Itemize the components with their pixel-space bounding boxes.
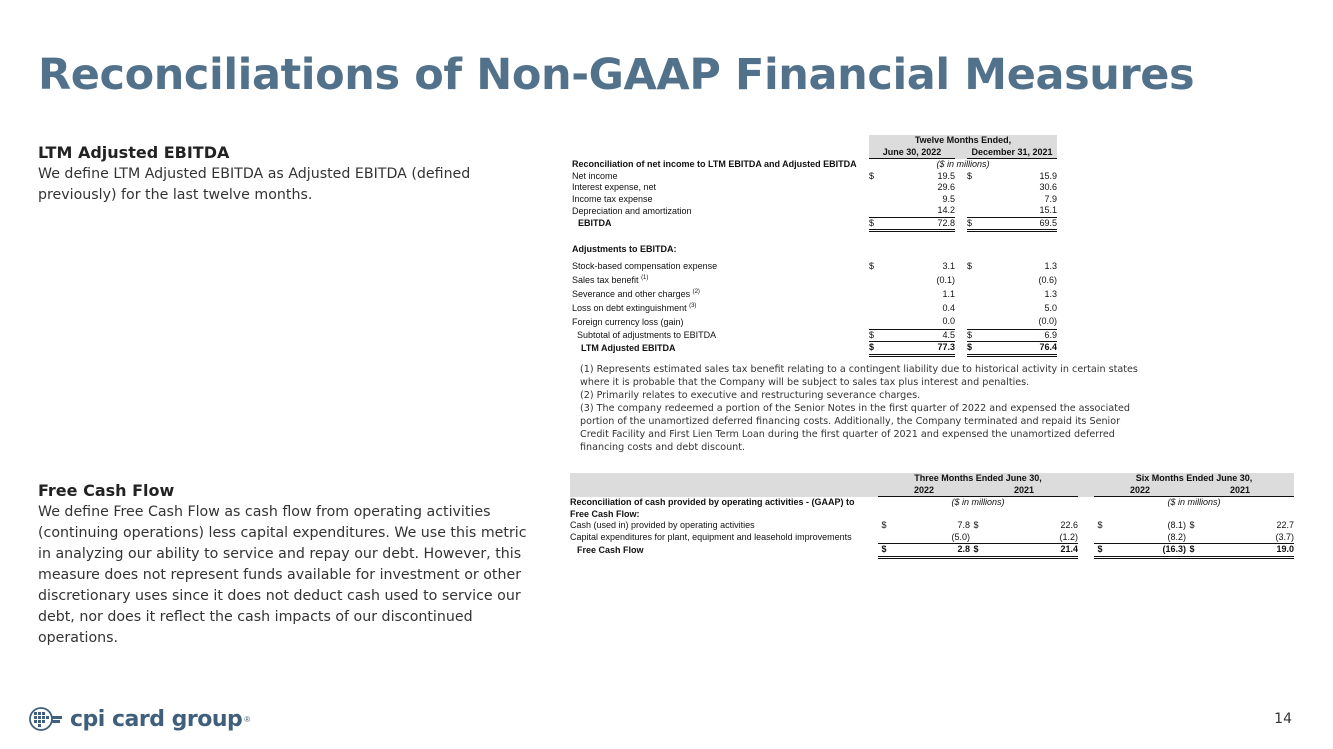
cell-value: 22.7 (1276, 520, 1294, 531)
table-row (570, 497, 1294, 509)
table-row (572, 182, 1057, 194)
cell-value: (8.2) (1106, 532, 1186, 544)
currency-symbol: $ (869, 342, 881, 356)
table-header-row (570, 473, 1294, 485)
table-row (570, 532, 1294, 544)
cell-value: 76.4 (979, 342, 1057, 356)
table-header-row (572, 147, 1057, 159)
registered-mark: ® (244, 714, 251, 724)
currency-symbol: $ (967, 342, 979, 356)
cell-value: 7.8 (957, 520, 970, 531)
currency-symbol: $ (970, 544, 982, 558)
row-label: Income tax expense (572, 193, 653, 204)
table-header-row (572, 135, 1057, 147)
cell-value: (0.6) (1038, 274, 1057, 285)
table-caption: Reconciliation of net income to LTM EBITDA and Adjusted EBITDA (572, 159, 857, 169)
column-header-dec-2021: December 31, 2021 (967, 147, 1057, 159)
footnote-2: (2) Primarily relates to executive and restructuring severance charges. (580, 390, 921, 401)
cell-value: 15.1 (979, 205, 1057, 217)
column-header-year: 2022 (878, 485, 970, 497)
units-label: ($ in millions) (1167, 497, 1221, 508)
table-row (572, 159, 1057, 171)
cell-value: (1.2) (982, 532, 1078, 544)
footnote-ref: (3) (689, 302, 697, 309)
six-months-band: Six Months Ended June 30, (1094, 473, 1294, 485)
currency-symbol: $ (1094, 544, 1106, 558)
cell-value: 21.4 (982, 544, 1078, 558)
currency-symbol: $ (967, 170, 973, 181)
row-label: Loss on debt extinguishment $^{(3)}$ (572, 302, 697, 313)
row-label: Foreign currency loss (gain) (572, 316, 684, 327)
footnote-ref: (2) (692, 288, 700, 295)
footnotes (580, 363, 1140, 454)
cell-value: 7.9 (1044, 193, 1057, 204)
currency-symbol: $ (1189, 520, 1195, 531)
row-label: Capital expenditures for plant, equipment and leasehold improvements (570, 532, 852, 542)
currency-symbol: $ (869, 260, 875, 271)
table-row (572, 217, 1057, 231)
fcf-heading: Free Cash Flow (38, 481, 175, 500)
cell-value: 5.0 (1044, 302, 1057, 313)
row-label: Severance and other charges $^{(2)}$ (572, 288, 700, 299)
fcf-description: We define Free Cash Flow as cash flow from operating activities (continuing operations) less capital expenditures. We use this metric in analyzing our ability to service and repay our debt. However, this measure does not represent funds available for investment or other discretionary uses since it does not deduct cash used to service our debt, nor does it reflect the cash impacts of our discontinued operations. (38, 504, 527, 646)
cell-value: 4.5 (881, 329, 955, 342)
table-row (572, 244, 1057, 256)
cell-value: 6.9 (979, 329, 1057, 342)
units-label: ($ in millions) (936, 159, 990, 170)
table-row (572, 194, 1057, 206)
card-globe-icon (28, 706, 64, 732)
cell-value: 15.9 (1039, 170, 1057, 181)
currency-symbol: $ (967, 329, 979, 342)
cell-value: 1.1 (942, 288, 955, 299)
cell-value: 1.3 (1044, 288, 1057, 299)
table-row (572, 301, 1057, 315)
table-row (572, 329, 1057, 342)
cell-value: 14.2 (881, 205, 955, 217)
cell-value: (0.1) (936, 274, 955, 285)
currency-symbol: $ (967, 217, 979, 231)
currency-symbol: $ (878, 544, 890, 558)
cell-value: (0.0) (979, 315, 1057, 329)
currency-symbol: $ (869, 217, 881, 231)
cell-value: 9.5 (942, 193, 955, 204)
cell-value: 0.0 (881, 315, 955, 329)
row-label: Stock-based compensation expense (572, 260, 718, 271)
cell-value: (3.7) (1198, 532, 1294, 544)
table-row (572, 287, 1057, 301)
three-months-band: Three Months Ended June 30, (878, 473, 1078, 485)
row-label: Free Cash Flow (577, 544, 644, 555)
table-row (570, 520, 1294, 532)
table-caption: Free Cash Flow: (570, 508, 640, 519)
table-header-row (570, 485, 1294, 497)
adjustments-heading: Adjustments to EBITDA: (572, 243, 677, 254)
currency-symbol: $ (881, 520, 887, 531)
cell-value: (16.3) (1106, 544, 1186, 558)
table-caption: Reconciliation of cash provided by operating activities - (GAAP) to (570, 497, 855, 507)
currency-symbol: $ (973, 520, 979, 531)
cell-value: 69.5 (979, 217, 1057, 231)
logo-wordmark: cpi card group (70, 706, 243, 732)
footnote-ref: (1) (641, 274, 649, 281)
row-label: Subtotal of adjustments to EBITDA (577, 329, 717, 340)
table-row (572, 273, 1057, 287)
row-label: Cash (used in) provided by operating activities (570, 520, 755, 531)
row-label: EBITDA (578, 218, 612, 229)
cell-value: 72.8 (881, 217, 955, 231)
cell-value: 1.3 (1044, 260, 1057, 271)
cell-value: 29.6 (937, 182, 955, 193)
column-header-year: 2022 (1094, 485, 1186, 497)
cell-value: 3.1 (942, 260, 955, 271)
table-row (572, 259, 1057, 273)
row-label: LTM Adjusted EBITDA (581, 342, 676, 353)
row-label: Depreciation and amortization (572, 205, 692, 216)
company-logo (28, 705, 250, 733)
currency-symbol: $ (967, 260, 973, 271)
cell-value: (5.0) (890, 532, 970, 544)
cell-value: (8.1) (1167, 520, 1186, 531)
ltm-heading: LTM Adjusted EBITDA (38, 143, 230, 162)
cell-value: 19.0 (1198, 544, 1294, 558)
column-header-year: 2021 (970, 485, 1078, 497)
ebitda-reconciliation-table (572, 135, 1057, 357)
table-row (572, 315, 1057, 329)
ltm-description: We define LTM Adjusted EBITDA as Adjusted EBITDA (defined previously) for the last twelve months. (38, 166, 471, 203)
table-row (572, 171, 1057, 183)
row-label: Sales tax benefit $^{(1)}$ (572, 274, 649, 285)
currency-symbol: $ (869, 170, 875, 181)
column-header-year: 2021 (1186, 485, 1294, 497)
row-label: Net income (572, 170, 618, 181)
units-label: ($ in millions) (951, 497, 1005, 508)
table-row (572, 205, 1057, 217)
period-band: Twelve Months Ended, (869, 135, 1057, 147)
footnote-1: (1) Represents estimated sales tax benefit relating to a contingent liability due to historical activity in certain states where it is probable that the Company will be subject to sales tax plus interest and penalties. (580, 364, 1138, 388)
currency-symbol: $ (1186, 544, 1198, 558)
cell-value: 0.4 (942, 302, 955, 313)
table-row (572, 342, 1057, 356)
column-header-june-2022: June 30, 2022 (869, 147, 955, 159)
cell-value: 22.6 (1060, 520, 1078, 531)
cell-value: 19.5 (937, 170, 955, 181)
free-cash-flow-table (570, 473, 1294, 559)
page-title: Reconciliations of Non-GAAP Financial Measures (38, 50, 1195, 100)
currency-symbol: $ (1097, 520, 1103, 531)
cell-value: 77.3 (881, 342, 955, 356)
footnote-3: (3) The company redeemed a portion of the Senior Notes in the first quarter of 2022 and expensed the associated portion of the unamortized deferred financing costs. Additionally, the Company terminated and repaid its Senior Credit Facility and First Lien Term Loan during the first quarter of 2021 and expensed the unamortized deferred financing costs and debt discount. (580, 403, 1130, 453)
table-row (570, 544, 1294, 558)
table-row (570, 509, 1294, 521)
cell-value: 2.8 (890, 544, 970, 558)
currency-symbol: $ (869, 329, 881, 342)
row-label: Interest expense, net (572, 182, 657, 193)
page-number: 14 (1274, 711, 1292, 727)
cell-value: 30.6 (1039, 182, 1057, 193)
